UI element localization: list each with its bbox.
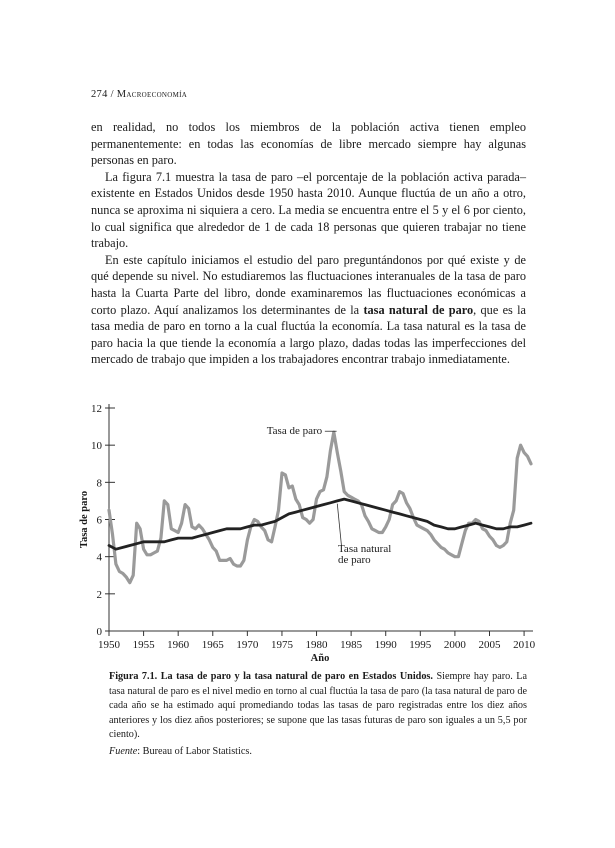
y-tick-label: 6	[96, 514, 102, 527]
paragraph-2: La figura 7.1 muestra la tasa de paro –el porcentaje de la población activa parada– existente en Estados Unidos desde 1950 hasta 2010. Aunque fluctúa de un año a otro, nunca se aproxima ni siquiera a cero. La media se encuentra entre el 5 y el 6 por ciento, lo cual significa que alrededor de 1 de cada 18 personas que quieren trabajar no tiene trabajo.	[91, 169, 526, 251]
figure-caption	[109, 670, 527, 760]
caption-text: Siempre hay paro. La tasa natural de paro es el nivel medio en torno al cual fluctúa la tasa de paro (la tasa natural de paro de cada año se ha estimado aquí promediando todas las tasas de paro registradas entre los diez años anteriores y los diez años posteriores; se supone que las tasas futuras de paro son iguales a un 5,5 por ciento).	[109, 671, 527, 741]
annotation-unemployment-rate: Tasa de paro	[266, 425, 323, 438]
y-tick-label: 2	[96, 588, 102, 601]
series-line-actual	[109, 432, 531, 583]
x-tick-label: 1955	[132, 639, 155, 651]
x-tick-label: 2010	[513, 639, 536, 651]
y-tick-label: 12	[91, 403, 102, 415]
paragraph-3-end: , que es la tasa media de paro en torno a la cual fluctúa la economía. La tasa natural es la tasa de paro hacia la que tiende la economía a largo plazo, dadas todas las imperfecciones del mercado de trabajo que impiden a los trabajadores encontrar trabajo inmediatamente.	[91, 302, 526, 367]
x-axis-label: Año	[310, 653, 330, 664]
x-tick-label: 1950	[98, 639, 120, 651]
x-tick-label: 1975	[270, 639, 293, 651]
body-text	[91, 119, 526, 368]
caption-source	[109, 745, 527, 760]
book-title: Macroeconomía	[116, 89, 188, 100]
page-number: 274	[91, 89, 108, 100]
y-axis-label: Tasa de paro	[79, 490, 90, 549]
caption-body	[109, 670, 527, 743]
paragraph-1: en realidad, no todos los miembros de la población activa tienen empleo permanentemente: en todas las economías de libre mercado siempre hay algunas personas en paro.	[91, 120, 526, 168]
x-tick-label: 2005	[478, 639, 501, 651]
header-separator: /	[110, 89, 114, 100]
source-text: : Bureau of Labor Statistics.	[137, 745, 252, 757]
x-tick-label: 1990	[374, 639, 397, 651]
y-tick-label: 10	[91, 440, 102, 453]
page-header	[91, 89, 187, 100]
y-tick-label: 8	[96, 477, 102, 490]
y-tick-label: 4	[96, 551, 102, 564]
x-tick-label: 1960	[167, 639, 190, 651]
unemployment-chart	[68, 396, 548, 666]
key-term: tasa natural de paro	[363, 302, 474, 317]
caption-label: Figura 7.1. La tasa de paro y la tasa natural de paro en Estados Unidos.	[109, 671, 433, 682]
x-tick-label: 1995	[409, 639, 432, 651]
series-line-natural	[109, 499, 531, 549]
x-tick-label: 2000	[443, 639, 466, 651]
annotation-natural-rate-line: Tasa natural	[337, 543, 392, 556]
annotation-leader-natural	[337, 504, 341, 546]
source-label: Fuente	[109, 745, 138, 757]
paragraph-3	[91, 252, 526, 368]
y-tick-label: 0	[96, 626, 102, 638]
x-tick-label: 1985	[340, 639, 363, 651]
x-tick-label: 1980	[305, 639, 328, 651]
x-tick-label: 1970	[236, 639, 259, 651]
annotation-natural-rate-line: de paro	[337, 554, 371, 567]
x-tick-label: 1965	[201, 639, 224, 651]
paragraph-3-start: En este capítulo iniciamos el estudio del paro preguntándonos por qué existe y de qué depende su nivel. No estudiaremos las fluctuaciones interanuales de la tasa de paro hasta la Cuarta Parte del libro, donde examinaremos las fluctuaciones económicas a corto plazo. Aquí analizamos los determinantes de la	[91, 252, 526, 317]
